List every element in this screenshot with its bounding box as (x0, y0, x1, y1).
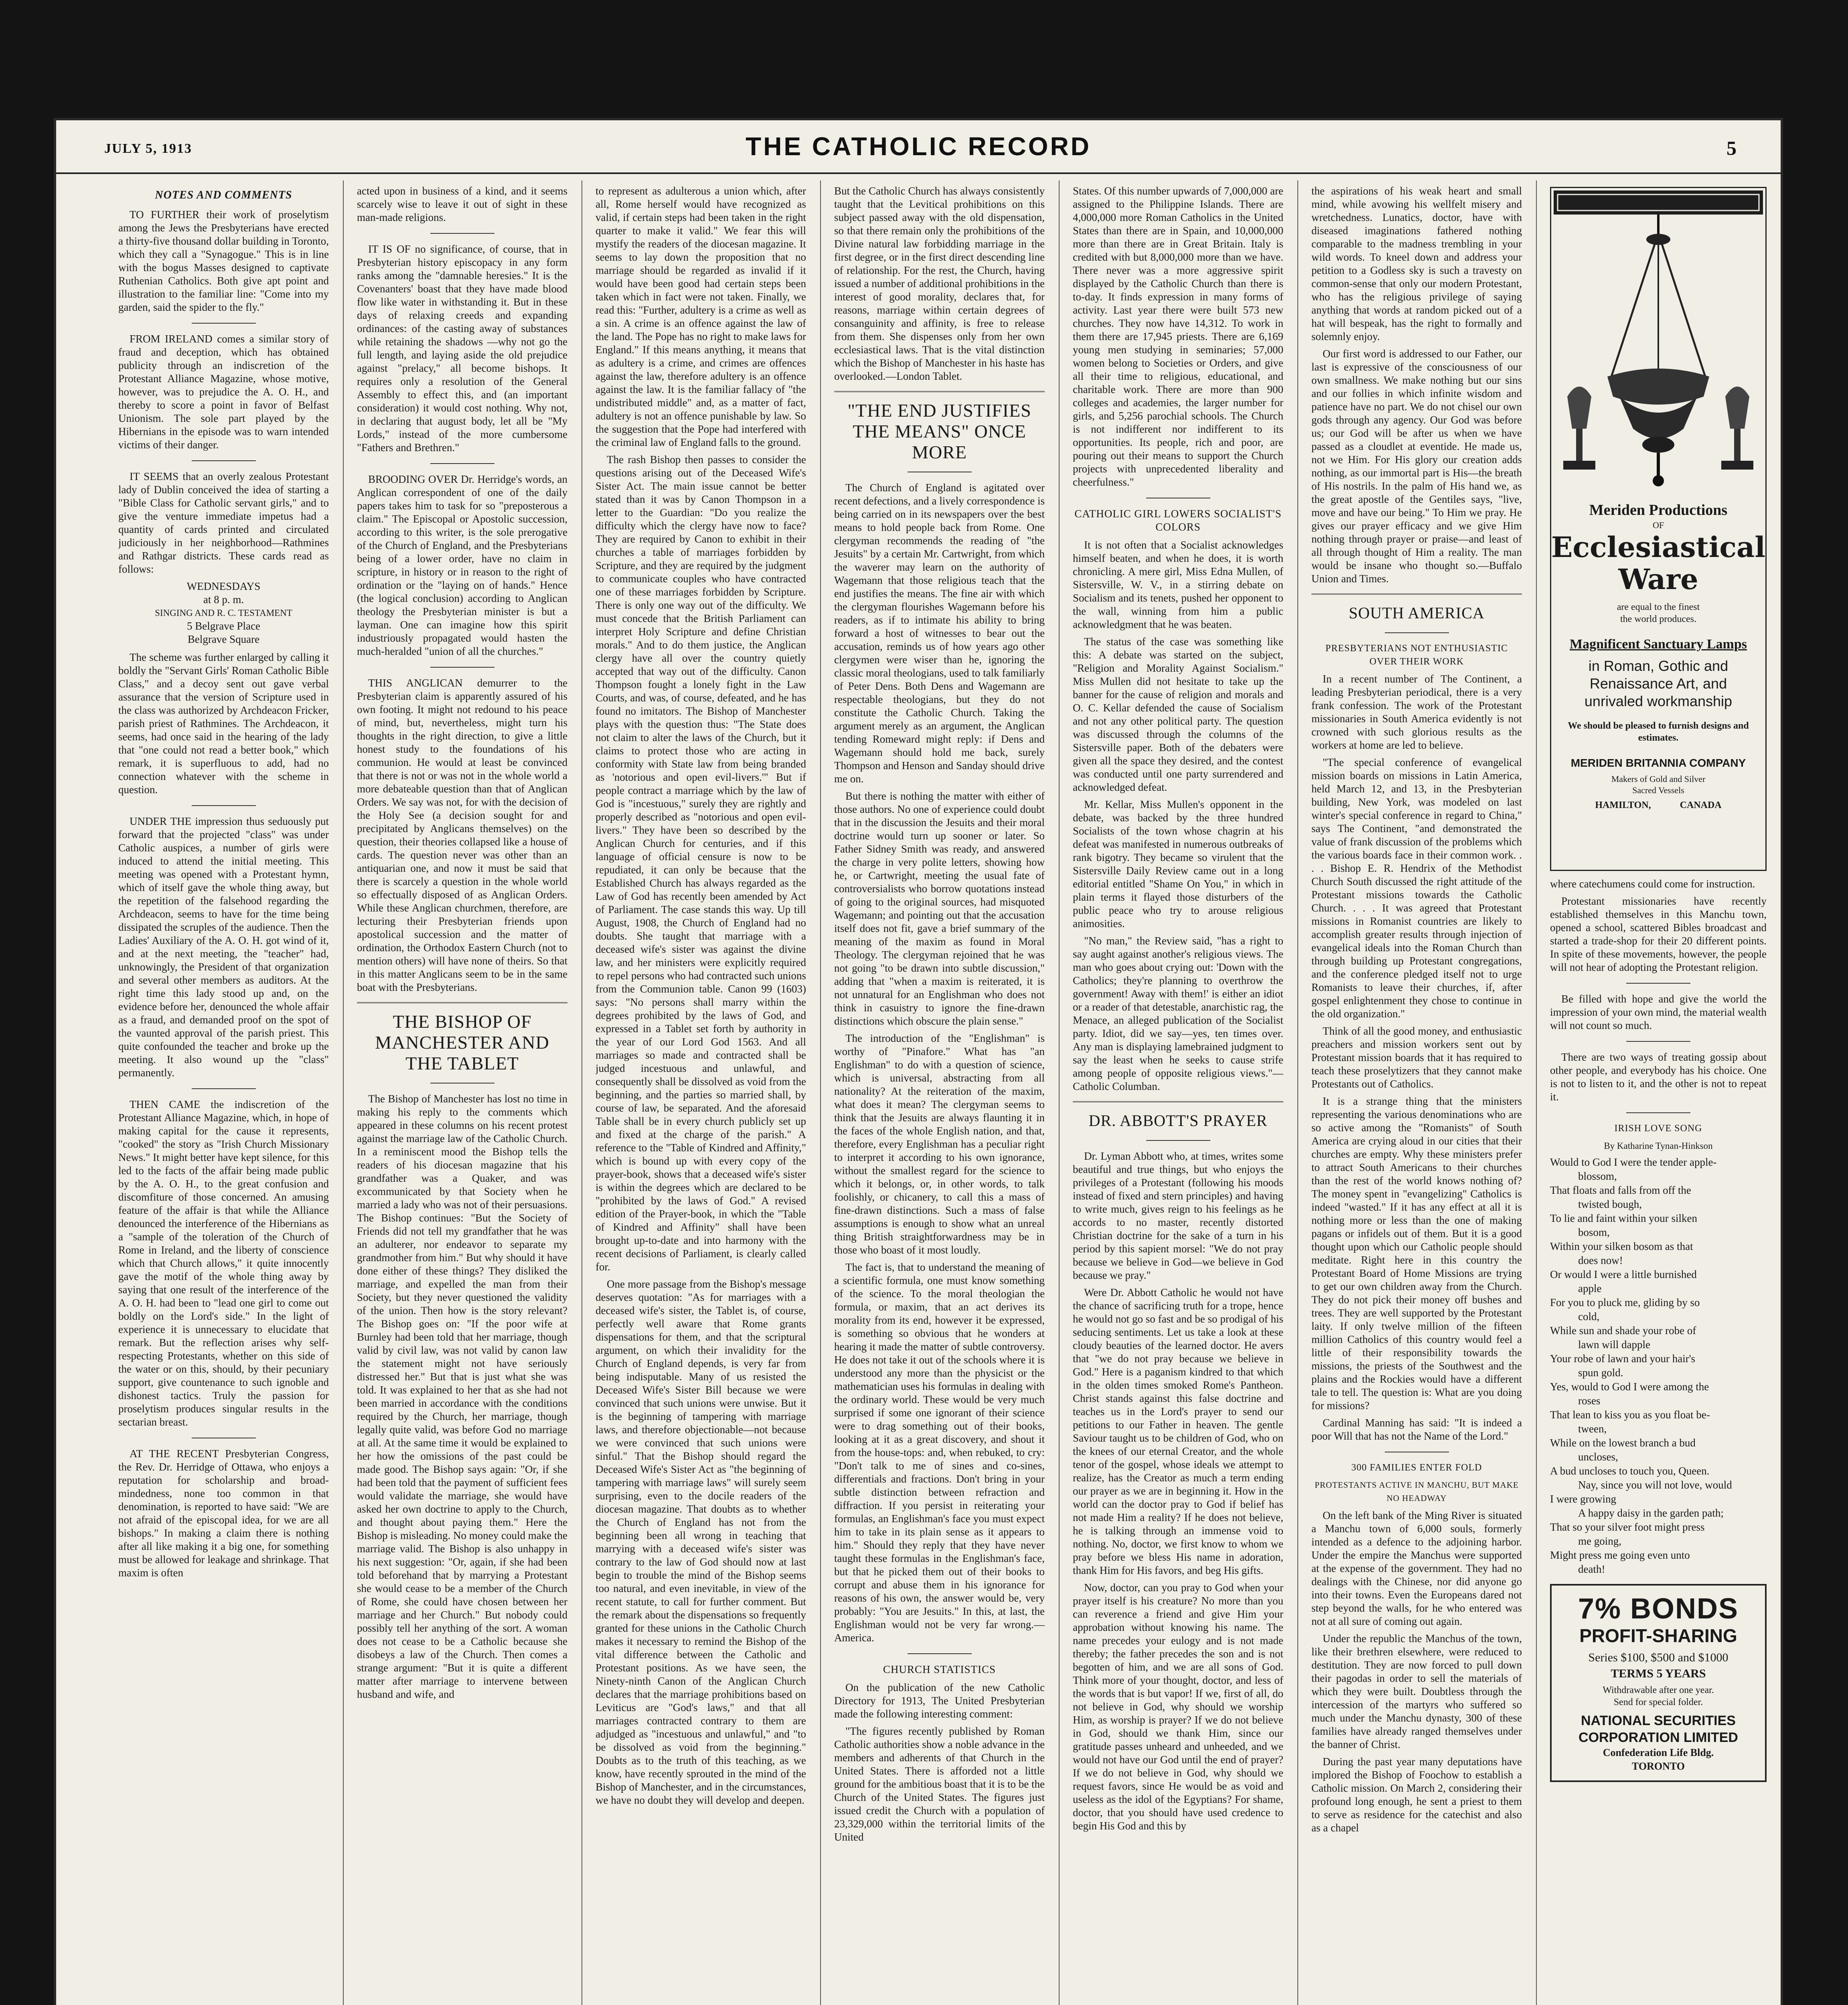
poem-line: apple (1578, 1282, 1602, 1294)
bonds-advertisement (1550, 1584, 1767, 1782)
ad-text: Sacred Vessels (1632, 785, 1684, 795)
poem-line: cold, (1578, 1310, 1600, 1322)
article-paragraph: The fact is, that to understand the meaning of a scientific formula, one must know something of the science. To the moral theologian the formula, or maxim, that an act derives its morality from its end, however it be expressed, is something so obvious that he wonders at hearing it made the matter of subtle controversy. He does not take it out of the schools where it is understood any more than the physicist or the mathematician uses his formulas in dealing with the ordinary world. These would be very much surprised if some one ignorant of their science were to drag something out of their books, looking at it as a great discovery, and shout it from the house-tops: and, when rebuked, to cry: "Don't talk to me of sines and co-sines, differentials and fractions. Don't bring in your subtle distinction between refraction and diffraction. If you persist in reiterating your formulas, an Englishman's face you must expect him to take in its plain sense as it appears to him." Should they reply that they have never taught these formulas in the Englishman's face, but that he picked them out of their books to corrupt and abuse them in his ignorance for reasons of his own, the answer would be, very probably: "You are Jesuits." In this, at last, the Englishman would not be very far wrong.—America. (834, 1261, 1045, 1644)
divider (192, 460, 256, 461)
card-line: WEDNESDAYS (186, 580, 261, 592)
ad-title: Ware (1618, 563, 1698, 596)
divider (192, 323, 256, 324)
card-line: Belgrave Square (187, 633, 260, 645)
article-paragraph: Cardinal Manning has said: "It is indeed a poor Will that has not the Name of the Lord." (1311, 1417, 1522, 1442)
divider (1073, 1101, 1283, 1102)
article-headline: SOUTH AMERICA (1349, 604, 1485, 622)
ad-text: are equal to the finest (1617, 602, 1700, 612)
ad-text: Renaissance Art, and (1589, 675, 1727, 692)
article-subheadline: PROTESTANTS ACTIVE IN MANCHU, BUT MAKE NO HEADWAY (1315, 1480, 1519, 1503)
poem-line: While sun and shade your robe of (1550, 1325, 1696, 1337)
ad-text: TERMS 5 YEARS (1611, 1667, 1706, 1680)
poem-title: IRISH LOVE SONG (1614, 1123, 1702, 1134)
ad-text: Magnificent Sanctuary Lamps (1570, 637, 1747, 652)
ad-address (1551, 799, 1765, 811)
column-2 (357, 184, 567, 2005)
poem-line: does now! (1578, 1254, 1623, 1266)
article-paragraph: Dr. Lyman Abbott who, at times, writes some beautiful and true things, but who enjoys the privileges of a Protestant (following his moods instead of fixed and stern principles) and having to write much, gives reign to his feelings as he accords to no master, recently distorted Christian doctrine for the sake of a turn in his period by this sapient morsel: "We do not pray because we believe in God—we believe in God because we pray." (1073, 1150, 1283, 1281)
article-paragraph: Mr. Kellar, Miss Mullen's opponent in the debate, was backed by the three hundred Socialists of the town whose chagrin at his defeat was manifested in numerous outbreaks of rank bigotry. They became so virulent that the Sistersville Daily Review came out in a long editorial entitled "Shame On You," in which in plain terms it flayed those disturbers of the public peace who try to arouse religious animosities. (1073, 798, 1283, 930)
article-paragraph: THIS ANGLICAN demurrer to the Presbyterian claim is apparently assured of his own footing. It might not redound to his peace of mind, but, nevertheless, might turn his thoughts in the right direction, to give a little honest study to the foundations of his communion. He would at least be convinced that there is not or was not in the whole world a more debateable question than that of Anglican Orders. We say was not, for with the decision of the Holy See (a decision sought for and precipitated by Anglicans themselves) on the question, their theories collapsed like a house of cards. The question never was other than an antiquarian one, and now it must be said that there is scarcely a question in the whole world so effectually disposed of as Anglican Orders. While these Anglican churchmen, therefore, are lecturing their Presbyterian friends upon apostolical succession and the matter of ordination, the Orthodox Eastern Church (not to mention others) will have none of theirs. So that in this matter Anglicans seem to be in the same boat with the Presbyterians. (357, 677, 567, 993)
column-5 (1073, 184, 1283, 2005)
poem-line: Nay, since you will not love, would (1578, 1479, 1732, 1491)
ad-text: OF (1652, 520, 1664, 530)
divider (430, 1083, 494, 1084)
article-headline: CATHOLIC GIRL LOWERS SOCIALIST'S COLORS (1074, 508, 1282, 533)
ad-company: CORPORATION LIMITED (1578, 1730, 1738, 1745)
ad-text: We should be pleased to furnish designs and estimates. (1568, 721, 1749, 743)
divider (1311, 593, 1522, 595)
article-paragraph: UNDER THE impression thus seduously put forward that the projected "class" was under Catholic auspices, a number of girls were induced to attend the initial meeting. This meeting was opened with a Protestant hymn, which of itself gave the whole thing away, but the repetition of the falsehood regarding the Archdeacon, seems to have for the time being dissipated the scruples of the audience. Then the Ladies' Auxiliary of the A. O. H. got wind of it, and at the next meeting, the "teacher" had, unknowingly, the President of that organization and several other members as auditors. At the right time this lady stood up and, on the evidence before her, denounced the whole affair as a fraud, and demanded proof on the spot of the vaunted approval of the parish priest. This quite confounded the teacher and broke up the meeting. It also wound up the "class" permanently. (118, 815, 329, 1079)
poem-line: me going, (1578, 1535, 1621, 1547)
ad-text: Withdrawable after one year. (1603, 1685, 1714, 1695)
article-paragraph: where catechumens could come for instruction. (1550, 878, 1755, 890)
ad-company: MERIDEN BRITANNIA COMPANY (1570, 757, 1746, 769)
article-paragraph: The Bishop of Manchester has lost no time in making his reply to the comments which appeared in these columns on his recent protest against the marriage law of the Catholic Church. In a reminiscent mood the Bishop tells the readers of his diocesan magazine that his grandfather was a Quaker, and was excommunicated by that Society when he married a lady who was not of their persuasions. The Bishop continues: "But the Society of Friends did not tell my grandfather that he was an adulterer, nor endeavor to separate my grandmother from him." But why should it have done either of these things? They disliked the marriage, and expelled the man from their Society, but they never questioned the validity of the union. Then how is the story relevant? The Bishop goes on: "If the poor wife at Burnley had been told that her marriage, though valid by civil law, was not valid by canon law the statement might not have seriously distressed her." But that is just what she was told. It was explained to her that as she had not been married in accordance with the conditions required by the Church, her marriage, though legally quite valid, was before God no marriage at all. At the same time it would be explained to her how the omissions of the past could be made good. The Bishop says again: "Or, if she had been told that the payment of sufficient fees would validate the marriage, she would have asked her own doctrine to apply to the Church, and thought about paying them." Here the Bishop is misleading. No money could make the marriage valid. The Bishop is also unhappy in his next suggestion: "Or, again, if she had been told beforehand that by marrying a Protestant she would cease to be a member of the Church of Rome, she could have chosen between her marriage and her Church." But nobody could possibly tell her anything of the sort. A woman does not cease to be a Catholic because she disobeys a law of the Church. Then comes a strange argument: "But it is quite a different matter after marriage to intervene between husband and wife, and (357, 1093, 567, 1700)
divider (1146, 1140, 1210, 1141)
poem-line: Yes, would to God I were among the (1550, 1381, 1709, 1393)
article-paragraph: The introduction of the "Englishman" is worthy of "Pinafore." What has "an Englishman" to do with a question of science, which is universal, abstracting from all nationality? At the reiteration of the maxim, what does it mean? The clergyman seems to think that the Jesuits are always flaunting it in the faces of the whole English nation, and that, therefore, every Englishman has a peculiar right to interpret it according to his own ignorance, without the smallest regard for the science to which it belongs, or, in other words, to talk foolishly, or chicanery, to call this a mass of fine-drawn distinctions. Such a mass of false assumptions is enough to show what an unreal thing British straightforwardness may be in those who boast of it most loudly. (834, 1032, 1045, 1256)
column-rule (1059, 180, 1060, 2005)
poem-line: For you to pluck me, gliding by so (1550, 1296, 1700, 1308)
column-4 (834, 184, 1045, 2005)
meriden-advertisement (1550, 187, 1767, 871)
column-rule (820, 180, 821, 2005)
ad-text: Send for special folder. (1613, 1697, 1703, 1707)
column-rule (343, 180, 344, 2005)
article-paragraph: to represent as adulterous a union which, after all, Rome herself would have recognized as valid, if certain steps had been taken in the right quarter to make it valid." We fear this will mystify the readers of the diocesan magazine. It seems to lay down the proposition that no marriage should be regarded as invalid if it would have been good had certain steps been taken which in fact were not taken. Finally, we read this: "Further, adultery is a crime as well as a sin. A crime is an offence against the law of the land. The Pope has no right to make laws for England." If this means anything, it means that as adultery is a crime, and crimes are offences against the law, therefore adultery is an offence against the law. It is the familiar fallacy of "the undistributed middle" and, as a matter of fact, adultery is not an offence punishable by law. So the suggestion that the Pope had interfered with the criminal law of England falls to the ground. (596, 185, 806, 448)
ad-text: Makers of Gold and Silver (1611, 774, 1706, 784)
article-paragraph: AT THE RECENT Presbyterian Congress, the Rev. Dr. Herridge of Ottawa, who enjoys a reputation for scholarship and broad-mindedness, none too common in that denomination, is reported to have said: "We are not afraid of the episcopal idea, for we are all bishops." In making a claim there is nothing after all like making it a big one, for something must be allowed for leakage and shrinkage. That maxim is often (118, 1448, 329, 1579)
poem-author: By Katharine Tynan-Hinkson (1604, 1141, 1713, 1151)
divider (1626, 1112, 1690, 1113)
poem (1550, 1156, 1767, 1576)
article-headline: 300 FAMILIES ENTER FOLD (1351, 1462, 1482, 1473)
poem-line: spun gold. (1578, 1367, 1623, 1379)
ad-text: the world produces. (1620, 614, 1696, 624)
article-paragraph: States. Of this number upwards of 7,000,000 are assigned to the Philippine Islands. There are 4,000,000 more Roman Catholics in the United States than there are in Spain, and 10,000,000 more than there are in Great Britain. Italy is credited with but 8,000,000 more than we have. There never was a more aggressive spirit displayed by the Catholic Church than there is to-day. It finds expression in many forms of activity. Last year there were built 573 new churches. They now have 14,312. To work in them there are 17,945 priests. There are 6,169 young men studying in seminaries; 57,000 women belong to Societies or Orders, and give all their time to religious, educational, and charitable work. There are more than 900 colleges and academies, the larger number for girls, and 5,256 parochial schools. The Church is not indifferent nor indifferent to its opportunities. Its people, rich and poor, are pouring out their means to support the Church projects with unprecedented liberality and cheerfulness." (1073, 185, 1283, 488)
poem-line: That lean to kiss you as you float be- (1550, 1409, 1710, 1421)
article-paragraph: It is a strange thing that the ministers representing the various denominations who are so active among the "Romanists" of South America are crying aloud in our cities that their churches are empty. Why these ministers prefer to attract South Americans to their churches than the rest of the world knows nothing of? The money spent in "evangelizing" Catholics is indeed "wasted." If it has any effect at all it is nothing more or less than the one of making pagans or infidels out of them. But it is a good thought upon which our Catholic people should meditate. Right here in this country the Protestant Board of Home Missions are trying to get our own children away from the Church. They do not pick their money off bushes and trees. They are well supported by the Protestant laity. If only twelve million of the fifteen million Catholics of this country would feel a little of their responsibility towards the missions, the priests of the Southwest and the plains and the Rockies would have a different tale to tell. The question is: What are you doing for missions? (1311, 1095, 1522, 1412)
article-paragraph: There are two ways of treating gossip about other people, and everybody has his choice. One is not to listen to it, and the other is not to repeat it. (1550, 1051, 1767, 1103)
poem-line: That so your silver foot might press (1550, 1521, 1705, 1533)
ad-text: Confederation Life Bldg. (1603, 1747, 1714, 1758)
article-paragraph: acted upon in business of a kind, and it seems scarcely wise to leave it out of sight in these man-made religions. (357, 185, 567, 223)
poem-line: tween, (1578, 1423, 1607, 1435)
poem-line: roses (1578, 1395, 1601, 1407)
article-paragraph: The scheme was further enlarged by calling it boldly the "Servant Girls' Roman Catholic Bible Class," and a decoy sent out gave verbal assurance that the version of Scripture used in the class was authorized by Archdeacon Fricker, parish priest of Rathmines. The Archdeacon, it seems, had once said in the hearing of the lady that "one could not read a better book," which remark, it is superfluous to add, had no connection whatever with the scheme in question. (118, 651, 329, 796)
column-rule (1297, 180, 1298, 2005)
poem-line: Your robe of lawn and your hair's (1550, 1353, 1696, 1365)
article-paragraph: FROM IRELAND comes a similar story of fraud and deception, which has obtained publicity through an indiscretion of the Protestant Alliance Magazine, whose motive, however, was to prejudice the A. O. H., and thereby to score a point in favor of Belfast Unionism. The sole part played by the Hibernians in the episode was to warn intended victims of their danger. (118, 333, 329, 451)
ad-title: Meriden Productions (1589, 502, 1728, 518)
poem-line: Within your silken bosom as that (1550, 1240, 1693, 1252)
newspaper-page (56, 120, 1781, 2005)
column-7 (1550, 184, 1767, 2005)
article-paragraph: IT SEEMS that an overly zealous Protestant lady of Dublin conceived the idea of starting a "Bible Class for Catholic servant girls," and to give the venture immediate impetus had a quantity of cards printed and circulated judiciously in her neighborhood—Rathmines and Rathgar districts. These cards read as follows: (118, 470, 329, 575)
newspaper-title: THE CATHOLIC RECORD (746, 132, 1091, 161)
poem-line: To lie and faint within your silken (1550, 1212, 1698, 1224)
article-subheadline: PRESBYTERIANS NOT ENTHUSIASTIC OVER THEIR WORK (1325, 643, 1508, 667)
article-paragraph: The rash Bishop then passes to consider the questions arising out of the Deceased Wife's Sister Act. The main issue cannot be better stated than it was by Canon Thompson in a letter to the Guardian: "Do you realize the difficulty which the clergy have now to face? They are required by Canon to exhibit in their churches a table of marriages forbidden by Scripture, and they are required by the judgment to communicate couples who have contracted one of these marriages forbidden by Scripture. There is only one way out of the difficulty. We must concede that the British Parliament can interpret Holy Scripture and define Christian morals." And to do them justice, the Anglican clergy have all over the country quietly accepted that way out of the difficulty. Canon Thompson fought a lonely fight in the Law Courts, and was, of course, defeated, and he has found no imitators. The Bishop of Manchester plays with the question thus: "The State does not claim to alter the laws of the Church, but it claims to protect those who are acting in conformity with State law from being branded as 'notorious and open evil-livers.'" But if people contract a marriage which by the law of God is "incestuous," surely they are rightly and properly described as "notorious and open evil-livers." They have been so described by the Anglican Church for centuries, and if this language of official censure is now to be repudiated, it can only be because that the Established Church has always regarded as the Law of God has recently been amended by Act of Parliament. The case stands this way. Up till August, 1908, the Church of England had no doubts. She taught that marriage with a deceased wife's sister was against the divine law, and her ministers were explicitly required to repel persons who had contracted such unions from the Communion table. Canon 99 (1603) says: "No persons shall marry within the degrees prohibited by the laws of God, and expressed in a Tablet set forth by authority in the year of our Lord God 1563. And all marriages so made and contracted shall be judged incestuous and unlawful, and consequently shall be dissolved as void from the beginning, and the parties so married shall, by course of law, be separated. And the aforesaid Table shall be in every church publicly set up and fixed at the charge of the parish." A reference to the "Table of Kindred and Affinity," which is bound up with every copy of the prayer-book, shows that a deceased wife's sister is within the degrees which are declared to be "prohibited by the laws of God." A revised edition of the Prayer-book, in which the "Table of Kindred and Affinity" shall have been brought up-to-date and into harmony with the recent decisions of Parliament, is clearly called for. (596, 454, 806, 1273)
article-paragraph: Our first word is addressed to our Father, our last is expressive of the consciousness of our own smallness. We make nothing but our sins and our follies in which infinite wisdom and patience have no part. We do not chisel our own gods through any agency. Our God was before us; our God will be after us when we have passed as a cloudlet at eventide. He made us, not we Him. For His glory our creation adds nothing, as our immortal part is His—the breath of His nostrils. In the palm of His hand we, as the great apostle of the Gentiles says, "live, move and have our being." To Him we pray. He gives our prayer efficacy and we give Him nothing through prayer or praise—and least of all through thought of Him a reality. The man would be insane who thought so.—Buffalo Union and Times. (1311, 348, 1522, 585)
article-paragraph: the aspirations of his weak heart and small mind, while avowing his wellfelt misery and wretchedness. Lunatics, doctor, have with diseased imaginations fathered nothing comparable to the madness trembling in your wild words. To kneel down and address your petition to a Godless sky is such a travesty on common-sense that only our modern Protestant, who has the religious privilege of saying anything that words at random picked out of a hat will bespeak, has the right to formally and solemnly enjoy. (1311, 185, 1522, 342)
article-paragraph: Protestant missionaries have recently established themselves in this Manchu town, opened a school, scattered Bibles broadcast and started a trade-shop for their 20 different points. In spite of these movements, however, the people will not hear of adopting the Protestant religion. (1550, 895, 1767, 973)
divider (1626, 1041, 1690, 1042)
article-headline: CHURCH STATISTICS (883, 1663, 996, 1675)
card-line: at 8 p. m. (203, 593, 244, 606)
ad-text: Series $100, $500 and $1000 (1588, 1651, 1728, 1664)
article-paragraph: "The special conference of evangelical mission boards on missions in Latin America, held March 12, and 13, in the Presbyterian building, New York, was modeled on last winter's special conference in regard to China," says The Continent, "and demonstrated the value of frank discussion of the problems which the various boards face in their common work. . . . Bishop E. R. Hendrix of the Methodist Church South discussed the right attitude of the Protestant missions towards the Catholic Church. . . . It was agreed that Protestant missions in Romanist countries are likely to accomplish greater results through injection of evangelical ideals into the Roman Church than through building up Protestant congregations, and the conference pledged itself not to urge Romanists to leave their churches, if, after gospel enlightenment they chose to continue in the old organization." (1311, 756, 1522, 1020)
poem-line: A bud uncloses to touch you, Queen. (1550, 1465, 1710, 1477)
divider (1626, 983, 1690, 984)
poem-line: Might press me going even unto (1550, 1549, 1690, 1561)
poem-line: I were growing (1550, 1493, 1616, 1505)
ad-subtitle: PROFIT-SHARING (1579, 1625, 1737, 1646)
article-paragraph: On the publication of the new Catholic Directory for 1913, The United Presbyterian made the following interesting comment: (834, 1681, 1045, 1720)
ad-title: Ecclesiastical (1551, 531, 1765, 564)
ad-text: in Roman, Gothic and (1588, 658, 1728, 674)
ad-city: TORONTO (1632, 1760, 1685, 1772)
card-line: SINGING AND R. C. TESTAMENT (155, 608, 292, 618)
poem-line: uncloses, (1578, 1451, 1618, 1463)
article-paragraph: The status of the case was something like this: A debate was started on the subject, "Religion and Morality Against Socialism." Miss Mullen did not hesitate to take up the banner for the cause of religion and morals and O. C. Kellar defended the cause of Socialism and not any other political party. The question was discussed through the columns of the Sistersville paper. Both of the debaters were given all the space they desired, and the contest was conducted until one party surrendered and acknowledged defeat. (1073, 636, 1283, 793)
divider (834, 391, 1045, 392)
article-headline: DR. ABBOTT'S PRAYER (1088, 1112, 1268, 1130)
divider (430, 667, 494, 668)
poem-line: A happy daisy in the garden path; (1578, 1507, 1724, 1519)
divider (908, 1653, 972, 1654)
article-paragraph: But there is nothing the matter with either of those authors. No one of experience could doubt that in the discussion the Jesuits and their moral doctrine would turn up sooner or later. So Father Sidney Smith was ready, and answered the charge in very polite letters, showing how he, or Cartwright, meeting the usual fate of controversialists who borrow quotations instead of going to the original sources, had misquoted Wagemann; and pointing out that the accusation itself does not fit, gave a brief summary of the meaning of the maxim as found in Moral Theology. The clergyman rejoined that he was not going "to be drawn into subtle discussion," adding that "when a maxim is reiterated, it is not unnatural for an Englishman who does not think in casuistry to ignore the fine-drawn distinctions which obscure the plain sense." (834, 790, 1045, 1027)
poem-line: death! (1578, 1563, 1605, 1575)
column-rule (1536, 180, 1537, 2005)
article-headline: "THE END JUSTIFIES THE MEANS" ONCE MORE (847, 400, 1031, 462)
section-heading: NOTES AND COMMENTS (155, 189, 292, 201)
article-paragraph: One more passage from the Bishop's message deserves quotation: "As for marriages with a deceased wife's sister, the Tablet is, of course, perfectly well aware that Rome grants dispensations for them, and that the scriptural argument, on which their invalidity for the Church of England depends, is very far from being indisputable. Many of us resisted the Deceased Wife's Sister Bill because we were convinced that such unions were unwise. But it is the beginning of tampering with marriage laws, and therefore objectionable—not because we were convinced that such unions were sinful." That the Bishop should regard the Deceased Wife's Sister Act as "the beginning of tampering with marriage laws" will surely seem surprising, even to the docile readers of the diocesan magazine. That doubts as to whether the Church of England has not from the beginning been all wrong in teaching that marrying with a deceased wife's sister was contrary to the law of God should now at last begin to trouble the mind of the Bishop seems too natural, and even inevitable, in view of the recent statute, to call for further comment. But the remark about the dispensations so frequently granted for these unions in the Catholic Church makes it necessary to remind the Bishop of the vital difference between the Catholic and Protestant positions. As we have seen, the Ninety-ninth Canon of the Anglican Church declares that the marriage prohibitions based on Leviticus are "God's laws," and that all marriages contracted contrary to them are adjudged as "incestuous and unlawful," and "to be dissolved as void from the beginning." Doubts as to the truth of this teaching, as we know, have recently sprouted in the mind of the Bishop of Manchester, and in the circumstances, we have no doubt they will develop and deepen. (596, 1278, 806, 1806)
masthead (56, 120, 1781, 174)
ad-company: NATIONAL SECURITIES (1581, 1713, 1736, 1728)
divider (430, 463, 494, 464)
page-number: 5 (1726, 137, 1737, 159)
article-paragraph: Think of all the good money, and enthusiastic preachers and mission workers sent out by Protestant mission boards that it has required to teach these proselytizers that they cannot make Protestants out of Catholics. (1311, 1025, 1522, 1090)
article-paragraph: Were Dr. Abbott Catholic he would not have the chance of sacrificing truth for a trope, hence he would not go so fast and be so prodigal of his seducing sentiments. Let us take a look at these cloudy beauties of the learned doctor. He avers that "we do not pray because we believe in God." Here is a paganism kindred to that which in the olden times smoked Rome's Pantheon. Christ stands against this false doctrine and teaches us in the Lord's prayer to send our petitions to our Father in heaven. The gentle Saviour taught us to be children of God, who on the knees of our eternal Creator, and the whole tenor of the gospel, whose ideals we attempt to realize, has the Creator as much a term ending our prayer as we are in beginning it. How in the world can the doctor pray to God if belief has not made Him a reality? If he does not believe, he is talking through an immense void to nothing. No, doctor, we first know to whom we pray before we bless His name in adoration, thank Him for His favors, and beg His gifts. (1073, 1286, 1283, 1576)
article-paragraph: TO FURTHER their work of proselytism among the Jews the Presbyterians have erected a thirty-five thousand dollar building in Toronto, which they call a "Synagogue." This is in line with the bogus Masses designed to captivate Ruthenian Catholics. Both give apt point and illustration to the familiar line: "Come into my garden, said the spider to the fly." (118, 209, 329, 313)
article-paragraph: "The figures recently published by Roman Catholic authorities show a noble advance in the members and adherents of that Church in the United States. There is afforded not a little ground for the ambitious boast that it is to be the Church of the United States. The figures just issued credit the Church with a population of 23,329,000 within the territorial limits of the United (834, 1725, 1045, 1843)
divider (1385, 632, 1449, 633)
divider (430, 233, 494, 234)
poem-line: twisted bough, (1578, 1198, 1642, 1210)
article-paragraph: During the past year many deputations have implored the Bishop of Foochow to establish a Catholic mission. On March 2, considering their profound long enough, he sent a priest to them to serve as residence for the catechist and also as a chapel (1311, 1756, 1522, 1834)
article-paragraph: Under the republic the Manchus of the town, like their brethren elsewhere, were reduced to destitution. They are now forced to pull down their pagodas in order to sell the materials of which they were built. Doubtless through the intercession of the martyrs who suffered so much under the Manchu dynasty, 300 of these families have already ranged themselves under the banner of Christ. (1311, 1632, 1522, 1750)
article-paragraph: BROODING OVER Dr. Herridge's words, an Anglican correspondent of one of the daily papers takes him to task for so "preposterous a claim." The Episcopal or Apostolic succession, according to this writer, is the sole prerogative of the Church of England, and the Presbyterians being of a lower order, have no claim in scripture, in history or in reason to the right of ordination or the "laying on of hands." Hence (the logical conclusion) according to Anglican theology the Presbyterian minister is but a layman. One can imagine how this spirit industriously propagated would hasten the much-heralded "union of all the churches." (357, 473, 567, 657)
article-paragraph: On the left bank of the Ming River is situated a Manchu town of 6,000 souls, formerly intended as a defence to the adjoining harbor. Under the empire the Manchus were supported at the expense of the government. They had no dealings with the Chinese, nor did anyone go into their towns. Even the Europeans dared not step beyond the walls, for he who entered was not at all sure of coming out again. (1311, 1509, 1522, 1627)
article-paragraph: The Church of England is agitated over recent defections, and a lively correspondence is being carried on in its newspapers over the best means to hold people back from Rome. One clergyman recommends the reading of "the Jesuits" by a certain Mr. Cartwright, from which the waverer may learn on the authority of Wagemann that those religious teach that the end justifies the means. The fine air with which the clergyman flourishes Wagemann before his readers, as if to intimate his ability to bring forward a host of witnesses to bear out the accusation, reminds us of how years ago other clergymen were wiser than he, ignoring the classic moral theologians, used to talk familiarly of Peter Dens. Both Dens and Wagemann are respectable theologians, but they do not constitute the Catholic Church. Taking the argument merely as an argument, the Anglican tending Romeward might reply: if Dens and Wagemann should hold me back, surely Thompson and Henson and Sanday should drive me on. (834, 482, 1045, 785)
article-paragraph: In a recent number of The Continent, a leading Presbyterian periodical, there is a very frank confession. The work of the Protestant missionaries in South America evidently is not crowned with such glorious results as the workers at home are led to believe. (1311, 673, 1522, 751)
article-paragraph: Be filled with hope and give the world the impression of your own mind, the material wealth will not count so much. (1550, 993, 1767, 1031)
article-paragraph: But the Catholic Church has always consistently taught that the Levitical prohibitions on this subject passed away with the old dispensation, so that there remain only the prohibitions of the Divine natural law forbidding marriage in the first degree, or in the first direct descending line of relationship. For the rest, the Church, having issued a number of additional prohibitions in the interest of good morality, declares that, for reasons, marriage within certain degrees of consanguinity and affinity, is free to release from them. She dispenses only from her own ecclesiastical laws. That is the vital distinction which the Bishop of Manchester in his haste has overlooked.—London Tablet. (834, 185, 1045, 382)
poem-line: lawn will dapple (1578, 1339, 1650, 1351)
poem-line: Would to God I were the tender apple- (1550, 1156, 1717, 1168)
divider (192, 1088, 256, 1089)
card-line: 5 Belgrave Place (187, 620, 260, 632)
divider (192, 805, 256, 806)
poem-line: bosom, (1578, 1226, 1610, 1238)
poem-line: Or would I were a little burnished (1550, 1268, 1697, 1280)
ad-text: unrivaled workmanship (1584, 693, 1732, 709)
article-paragraph: IT IS OF no significance, of course, that in Presbyterian history episcopacy in any form ranks among the "damnable heresies." It is the Covenanters' boast that they have made blood flow like water in withstanding it. But in these days of relaxing creeds and expanding ordinances: of the casting away of substances while retaining the shadows —why not go the full length, and laying aside the old prejudice against "prelacy," all become bishops. It requires only a resolution of the General Assembly to effect this, and (an important consideration) it would cost nothing. Why not, in declaring that august body, let all be "My Lords," instead of the more cumbersome "Fathers and Brethren." (357, 243, 567, 454)
article-paragraph: "No man," the Review said, "has a right to say aught against another's religious views. The man who goes about crying out: 'Down with the Catholics; they're planning to overthrow the government! Away with them!' is either an idiot or a reader of that detestable, anarchistic rag, the Menace, an alleged publication of the Socialist party. Idiot, did we say—yes, ten times over. Any man is displaying lamebrained judgment to say the least when he seeks to cause strife among people of opposite religious views."—Catholic Columban. (1073, 935, 1283, 1092)
column-1 (118, 184, 329, 2005)
article-paragraph: Now, doctor, can you pray to God when your prayer itself is his creature? No more than you can reverence a friend and give Him your approbation without knowing his name. The name precedes your eulogy and is not made thereby; the father precedes the son and is not begotten of him, and we are all sons of God. Think more of your thought, doctor, and less of the words that is but vapor! If we, first of all, do not believe in God, why should we worship Him, as worship is prayer? If we do not believe in God, should we thank Him, since our gratitude passes unheard and unheeded, and we would not have our God until the end of prayer? If we do not believe in God, why should we request favors, since He would be as void and useless as the idol of the Egyptians? For shame, doctor, that you should have used credence to begin His God and this by (1073, 1582, 1283, 1832)
article-paragraph: It is not often that a Socialist acknowledges himself beaten, and when he does, it is worth chronicling. A mere girl, Miss Edna Mullen, of Sistersville, W. V., in a stirring debate on Socialism and its tenets, pushed her opponent to the wall, winning from him a public acknowledgment that he was beaten. (1073, 539, 1283, 630)
sanctuary-lamp-illustration (1551, 188, 1765, 493)
column-3 (596, 184, 806, 2005)
poem-line: While on the lowest branch a bud (1550, 1437, 1696, 1449)
column-6 (1311, 184, 1522, 2005)
ad-country: CANADA (1680, 800, 1722, 810)
poem-line: blossom, (1578, 1170, 1617, 1182)
article-paragraph: THEN CAME the indiscretion of the Protestant Alliance Magazine, which, in hope of making capital for the cause it represents, "cooked" the story as "Irish Church Missionary News." It might better have kept silence, for this led to the facts of the affair being made public by the A. O. H., to the great confusion and discomfiture of those concerned. An amusing feature of the affair is that while the Alliance denounced the interference of the Hibernians as a "sample of the toleration of the Church of Rome in Ireland, and the liberty of conscience which that Church allows," it quite innocently gave the motif of the whole thing away by saying that one result of the interference of the A. O. H. had been to "lead one girl to come out boldly on the Lord's side." In the light of experience it is unnecessary to elucidate that remark. But the reflection arises why self-respecting Protestants, whether on this side of the water or on this, should, by their pecuniary support, give countenance to such ignoble and dishonest tactics. Truly the passion for proselytism produces singular results in the sectarian breast. (118, 1098, 329, 1428)
ad-title: 7% BONDS (1578, 1593, 1739, 1625)
ad-city: HAMILTON, (1595, 800, 1651, 810)
issue-date: JULY 5, 1913 (104, 141, 192, 156)
divider (357, 1002, 567, 1003)
article-headline: THE BISHOP OF MANCHESTER AND THE TABLET (375, 1011, 549, 1073)
poem-line: That floats and falls from off the (1550, 1184, 1691, 1196)
